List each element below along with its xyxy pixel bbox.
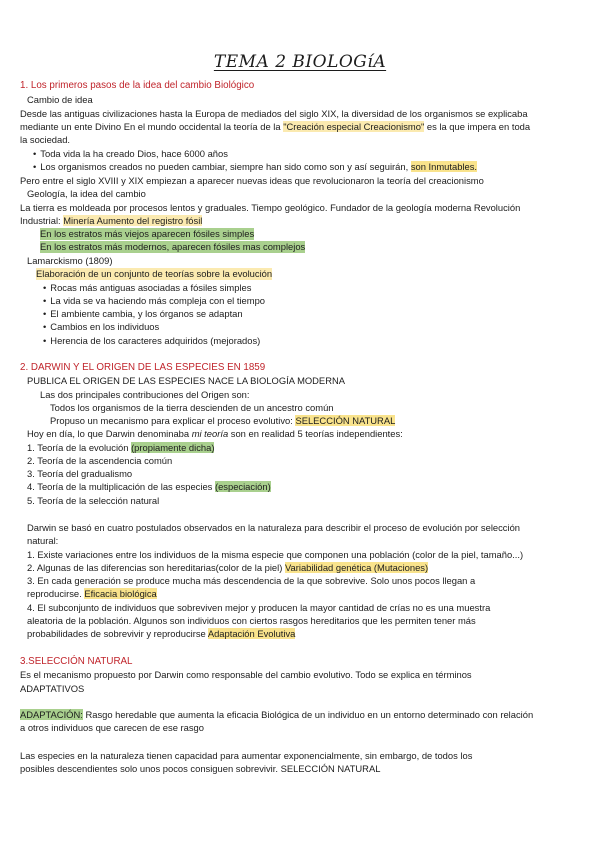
list-item: 1. Teoría de la evolución (propiamente dicha) [27, 442, 215, 453]
paragraph-line: posibles descendientes solo unos pocos consiguen sobrevivir. SELECCIÓN NATURAL [20, 763, 381, 774]
list-item: 4. El subconjunto de individuos que sobreviven mejor y producen la mayor cantidad de crías no es una muestra [27, 602, 491, 613]
paragraph-line: Las dos principales contribuciones del Origen son: [40, 389, 250, 400]
highlight-mineria: Minería Aumento del registro fósil [63, 215, 203, 226]
list-item: 2. Algunas de las diferencias son hereditarias(color de la piel) Variabilidad genética (Mutaciones) [27, 562, 429, 573]
section-2-heading: 2. DARWIN Y EL ORIGEN DE LAS ESPECIES EN 1859 [20, 362, 266, 373]
highlight-estratos-modernos: En los estratos más modernos, aparecen fósiles mas complejos [40, 241, 306, 252]
paragraph-line: Las especies en la naturaleza tienen capacidad para aumentar exponencialmente, sin embargo, de todos los [20, 750, 473, 761]
list-item: • La vida se va haciendo más compleja con el tiempo [43, 295, 265, 307]
list-item: 3. En cada generación se produce mucha más descendencia de la que sobrevive. Solo unos pocos llegan a [27, 575, 476, 586]
paragraph-line: Propuso un mecanismo para explicar el proceso evolutivo: SELECCIÓN NATURAL [50, 415, 396, 426]
paragraph-line: Darwin se basó en cuatro postulados observados en la naturaleza para describir el proceso de evolución por selección [27, 522, 520, 533]
paragraph-line: Es el mecanismo propuesto por Darwin como responsable del cambio evolutivo. Todo se explica en términos [20, 669, 472, 680]
highlight-adaptacion: ADAPTACIÓN: [20, 709, 83, 720]
list-item: • Cambios en los individuos [43, 321, 159, 333]
paragraph-line: ADAPTATIVOS [20, 683, 85, 694]
highlight-eficacia-biologica: Eficacia biológica [84, 588, 157, 599]
page-title: TEMA 2 BIOLOGíA [213, 52, 387, 72]
list-item: • Herencia de los caracteres adquiridos (mejorados) [43, 335, 260, 347]
list-item: aleatoria de la población. Algunos son individuos con ciertos rasgos hereditarios que les permiten tener más [27, 615, 476, 626]
subheading-cambio-de-idea: Cambio de idea [27, 94, 93, 105]
highlight-propiamente-dicha: (propiamente dicha) [131, 442, 215, 453]
highlight-inmutables: son Inmutables. [410, 161, 478, 172]
paragraph-line: Industrial: Minería Aumento del registro fósil [20, 215, 203, 226]
list-item: • Rocas más antiguas asociadas a fósiles simples [43, 282, 251, 294]
paragraph-line: Todos los organismos de la tierra descienden de un ancestro común [50, 402, 334, 413]
section-1-heading: 1. Los primeros pasos de la idea del cambio Biológico [20, 80, 255, 91]
paragraph-line: Desde las antiguas civilizaciones hasta la Europa de mediados del siglo XIX, la diversidad de los organismos se explicaba [20, 108, 528, 119]
paragraph-line: Pero entre el siglo XVIII y XIX empiezan a aparecer nuevas ideas que revolucionaron la teoría del creacionismo [20, 175, 484, 186]
list-item: probabilidades de sobrevivir y reproducirse Adaptación Evolutiva [27, 628, 296, 639]
list-item: 2. Teoría de la ascendencia común [27, 455, 173, 466]
paragraph-line: ADAPTACIÓN: Rasgo heredable que aumenta la eficacia Biológica de un individuo en un entorno determinado con relación [20, 709, 534, 720]
paragraph-line: mediante un ente Divino En el mundo occidental la teoría de la "Creación especial Creacionismo" es la que impera en toda [20, 121, 531, 132]
list-item: • El ambiente cambia, y los órganos se adaptan [43, 308, 243, 320]
list-item: • Los organismos creados no pueden cambiar, siempre han sido como son y así seguirán, son Inmutables. [33, 161, 477, 173]
highlight-creacionismo: "Creación especial Creacionismo" [283, 121, 425, 132]
list-item: 4. Teoría de la multiplicación de las especies (especiación) [27, 481, 271, 492]
highlight-estratos-viejos: En los estratos más viejos aparecen fósiles simples [40, 228, 255, 239]
subheading-geologia: Geología, la idea del cambio [27, 188, 146, 199]
paragraph-line: La tierra es moldeada por procesos lentos y graduales. Tiempo geológico. Fundador de la geología moderna Revolución [20, 202, 521, 213]
paragraph-line: natural: [27, 535, 59, 546]
paragraph-line: PUBLICA EL ORIGEN DE LAS ESPECIES NACE LA BIOLOGÍA MODERNA [27, 375, 345, 386]
paragraph-line: la sociedad. [20, 134, 71, 145]
list-item: • Toda vida la ha creado Dios, hace 6000 años [33, 148, 228, 160]
highlight-variabilidad-genetica: Variabilidad genética (Mutaciones) [284, 562, 429, 573]
list-item: 5. Teoría de la selección natural [27, 495, 160, 506]
subheading-lamarckismo: Lamarckismo (1809) [27, 255, 113, 266]
list-item: 3. Teoría del gradualismo [27, 468, 133, 479]
paragraph-line: a otros individuos que carecen de ese rasgo [20, 722, 204, 733]
section-3-heading: 3.SELECCIÓN NATURAL [20, 656, 133, 667]
highlight-teorias-evolucion: Elaboración de un conjunto de teorías sobre la evolución [36, 268, 273, 279]
highlight-seleccion-natural: SELECCIÓN NATURAL [295, 415, 396, 426]
highlight-especiacion: (especiación) [214, 481, 271, 492]
list-item: reproducirse. Eficacia biológica [27, 588, 157, 599]
paragraph-line: Hoy en día, lo que Darwin denominaba mi teoría son en realidad 5 teorías independientes: [27, 428, 403, 439]
highlight-adaptacion-evolutiva: Adaptación Evolutiva [207, 628, 296, 639]
list-item: 1. Existe variaciones entre los individuos de la misma especie que componen una población (color de la piel, tamaño...) [27, 549, 524, 560]
